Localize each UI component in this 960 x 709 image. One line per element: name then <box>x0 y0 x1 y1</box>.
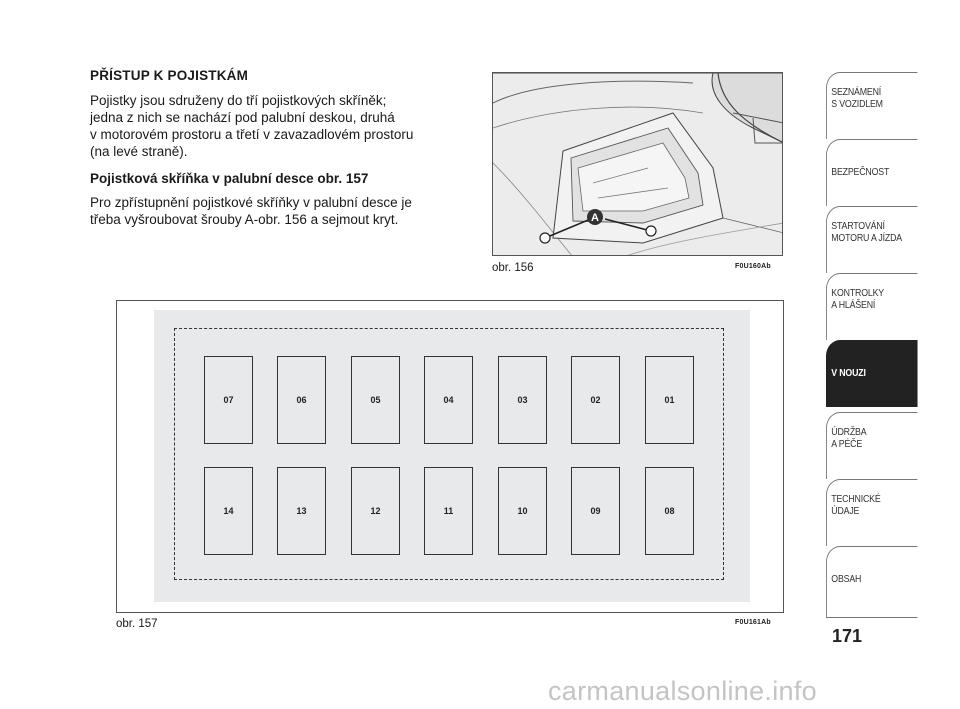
page-number: 171 <box>832 626 863 646</box>
watermark: carmanualsonline.info <box>548 676 817 706</box>
fuse-09: 09 <box>571 467 620 555</box>
tab-label: A PÉČE <box>831 438 863 450</box>
intro-line: Pojistky jsou sdruženy do tří pojistkových skříněk; <box>90 93 387 108</box>
fuse-13: 13 <box>277 467 326 555</box>
figure-156-code: F0U160Ab <box>735 263 771 270</box>
tab-label: KONTROLKY <box>831 288 884 299</box>
instruction-paragraph <box>90 194 450 228</box>
tab-label: ÚDAJE <box>831 505 860 517</box>
fuse-02: 02 <box>571 356 620 444</box>
tab-label: BEZPEČNOST <box>831 167 890 178</box>
tab-label: TECHNICKÉ <box>831 494 881 505</box>
tab-kontrolky[interactable] <box>826 273 918 340</box>
fuse-box-diagram <box>116 300 784 613</box>
tab-technicke-udaje[interactable] <box>826 479 918 546</box>
instruction-line: třeba vyšroubovat šrouby A-obr. 156 a sejmout kryt. <box>90 212 399 227</box>
intro-paragraph <box>90 92 450 160</box>
tab-bezpecnost[interactable] <box>826 139 918 206</box>
tab-label: SEZNÁMENÍ <box>831 87 882 98</box>
dashboard-illustration <box>492 72 783 256</box>
fuse-14: 14 <box>204 467 253 555</box>
intro-line: (na levé straně). <box>90 144 188 159</box>
fuse-12: 12 <box>351 467 400 555</box>
tab-label: V NOUZI <box>831 368 866 379</box>
fuse-10: 10 <box>498 467 547 555</box>
intro-line: v motorovém prostoru a třetí v zavazadlovém prostoru <box>90 127 414 142</box>
fuse-01: 01 <box>645 356 694 444</box>
dashboard-drawing <box>493 73 783 256</box>
fuse-06: 06 <box>277 356 326 444</box>
subsection-heading: Pojistková skříňka v palubní desce obr. 157 <box>90 171 369 186</box>
tab-seznameni[interactable] <box>826 72 918 139</box>
fuse-07: 07 <box>204 356 253 444</box>
screw-left <box>540 233 550 243</box>
tab-label: MOTORU A JÍZDA <box>831 232 902 244</box>
callout-a-label: A <box>591 212 599 224</box>
screw-right <box>646 226 656 236</box>
tab-label: A HLÁŠENÍ <box>831 299 876 311</box>
fuse-04: 04 <box>424 356 473 444</box>
intro-line: jedna z nich se nachází pod palubní deskou, druhá <box>90 110 395 125</box>
fuse-05: 05 <box>351 356 400 444</box>
tab-label: OBSAH <box>831 574 862 585</box>
tab-obsah[interactable] <box>826 546 918 618</box>
tab-udrzba[interactable] <box>826 412 918 479</box>
fuse-08: 08 <box>645 467 694 555</box>
tab-startovani[interactable] <box>826 206 918 273</box>
figure-157-code: F0U161Ab <box>735 619 771 626</box>
fuse-03: 03 <box>498 356 547 444</box>
figure-157-caption: obr. 157 <box>116 618 158 630</box>
fuse-11: 11 <box>424 467 473 555</box>
tab-label: ÚDRŽBA <box>831 427 867 438</box>
main-text <box>90 68 450 239</box>
tab-label: S VOZIDLEM <box>831 98 883 110</box>
instruction-line: Pro zpřístupnění pojistkové skříňky v palubní desce je <box>90 195 412 210</box>
figure-156-caption: obr. 156 <box>492 262 534 274</box>
tab-label: STARTOVÁNÍ <box>831 221 885 232</box>
section-heading: PŘÍSTUP K POJISTKÁM <box>90 68 249 83</box>
tab-v-nouzi[interactable] <box>826 340 918 407</box>
fuse-panel <box>154 310 750 602</box>
